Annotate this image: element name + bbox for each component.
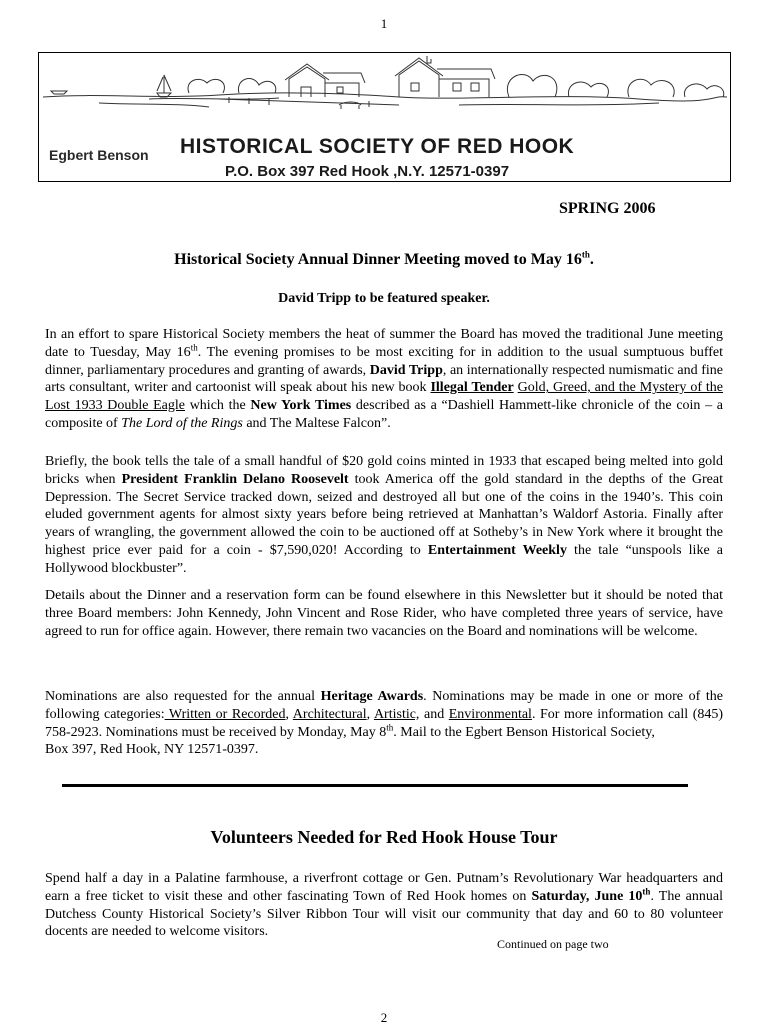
page-number-top: 1 [380,16,388,31]
tour-date: Saturday, June 10th [531,886,651,904]
nyt-name: New York Times [250,398,352,414]
masthead [38,52,731,182]
article1-paragraph-2: Briefly, the book tells the tale of a small handful of $20 gold coins minted in 1933 that escaped being melted into gold bricks when President Franklin Delano Roosevelt took America off the gold standard in the depths of the Great Depression. The Secret Service tracked down, seized and destroyed all but one of the coins in the 1940’s. This coin eluded government agents for almost sixty years before being retrieved at Manhattan’s Waldorf Astoria. Finally after years of wrangling, the government allowed the coin to be auctioned off at Sotheby’s in New York where it brought the highest price ever paid for a coin - $7,590,020! According to Entertainment Weekly the tale “unspools like a Hollywood blockbuster”. [45,454,723,576]
speaker-name: David Tripp [369,362,443,378]
article1-paragraph-1: In an effort to spare Historical Society members the heat of summer the Board has moved the traditional June meeting date to Tuesday, May 16th. The evening promises to be most exciting for in addition to the usual sumptuous buffet dinner, parliamentary procedures and granting of awards, David Tripp, an internationally respected numismatic and fine arts consultant, writer and cartoonist will speak about his new book Illegal Tender Gold, Greed, and the Mystery of the Lost 1933 Double Eagle which the New York Times described as a “Dashiell Hammett-like chronicle of the coin – a composite of The Lord of the Rings and The Maltese Falcon”. [45,327,723,431]
article2-headline: Volunteers Needed for Red Hook House Tour [210,827,558,847]
article1-subhead: David Tripp to be featured speaker. [278,291,490,306]
ew-name: Entertainment Weekly [427,542,567,558]
section-divider [62,784,688,787]
article1-paragraph-4: Nominations are also requested for the annual Heritage Awards. Nominations may be made in one or more of the following categories: Written or Recorded, Architectural, Artistic, and Environmental. For more information call (845) 758-2923. Nominations must be received by Monday, May 8th. Mail to the Egbert Benson Historical Society, Box 397, Red Hook, NY 12571-0397. [45,689,724,758]
book-subtitle: Gold, Greed, and the Mystery of the Lost 1933 Double Eagle [45,380,723,414]
masthead-name: Egbert Benson [49,147,149,163]
article1-paragraph-3: Details about the Dinner and a reservation form can be found elsewhere in this Newsletter but it should be noted that three Board members: John Kennedy, John Vincent and Rose Rider, who have completed three years of service, have agreed to run for office again. However, there remain two vacancies on the Board and nominations will be welcome. [45,588,723,639]
page-number-bottom: 2 [380,1010,388,1025]
article2-paragraph-1: Spend half a day in a Palatine farmhouse, a riverfront cottage or Gen. Putnam’s Revolutionary War headquarters and earn a free ticket to visit these and other fascinating Town of Red Hook homes on Saturday, June 10th. The annual Dutchess County Historical Society’s Silver Ribbon Tour will visit our community that day and 60 to 80 volunteer docents are needed to welcome visitors. [45,871,723,940]
heritage-awards: Heritage Awards [320,689,424,704]
issue-date: SPRING 2006 [559,200,656,217]
masthead-title: HISTORICAL SOCIETY OF RED HOOK [180,135,575,158]
continued-note: Continued on page two [497,937,609,951]
lotr-title: The Lord of the Rings [121,415,243,431]
masthead-address: P.O. Box 397 Red Hook ,N.Y. 12571-0397 [225,163,510,180]
fdr-name: President Franklin Delano Roosevelt [121,471,349,487]
article1-headline: Historical Society Annual Dinner Meeting moved to May 16th. [174,249,594,268]
book-title: Illegal Tender [430,380,514,396]
